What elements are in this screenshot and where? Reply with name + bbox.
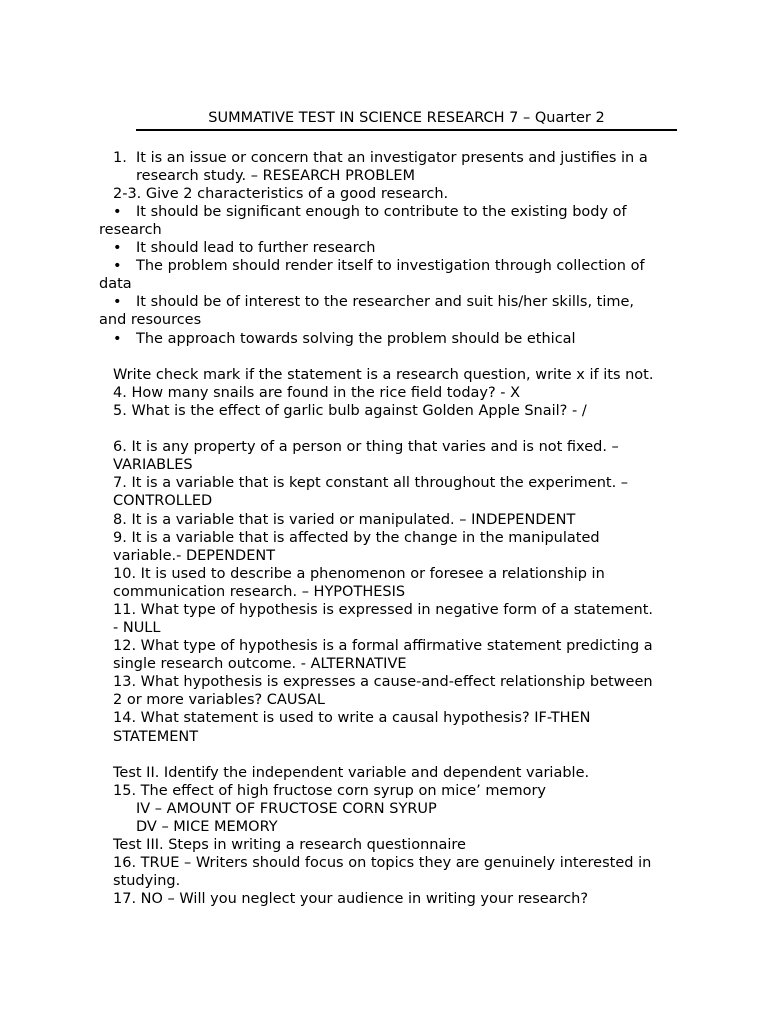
q7-line1: 7. It is a variable that is kept constant all throughout the experiment. –	[113, 475, 629, 491]
q13-line1: 13. What hypothesis is expresses a cause-and-effect relationship between	[113, 674, 653, 690]
q1-number: 1.	[113, 150, 127, 166]
document-title: SUMMATIVE TEST IN SCIENCE RESEARCH 7 – Quarter 2	[208, 110, 605, 126]
q15-independent-variable: IV – AMOUNT OF FRUCTOSE CORN SYRUP	[136, 801, 437, 817]
research-question-instruction: Write check mark if the statement is a research question, write x if its not.	[113, 367, 654, 383]
q6-line1: 6. It is any property of a person or thing that varies and is not fixed. –	[113, 439, 619, 455]
bullet-3-line2: data	[99, 276, 132, 292]
bullet-1-marker: •	[113, 204, 122, 220]
title-underline	[136, 129, 677, 131]
q7-line2: CONTROLLED	[113, 493, 213, 509]
q11-line1: 11. What type of hypothesis is expressed in negative form of a statement.	[113, 602, 654, 618]
bullet-4-line2: and resources	[99, 312, 202, 328]
q10-line2: communication research. – HYPOTHESIS	[113, 584, 406, 600]
q5-text: 5. What is the effect of garlic bulb against Golden Apple Snail? - /	[113, 403, 587, 419]
q14-line1: 14. What statement is used to write a causal hypothesis? IF-THEN	[113, 710, 591, 726]
q12-line1: 12. What type of hypothesis is a formal affirmative statement predicting a	[113, 638, 653, 654]
bullet-3-line1: The problem should render itself to investigation through collection of	[136, 258, 645, 274]
q10-line1: 10. It is used to describe a phenomenon or foresee a relationship in	[113, 566, 605, 582]
bullet-4-line1: It should be of interest to the researcher and suit his/her skills, time,	[136, 294, 635, 310]
q9-line2: variable.- DEPENDENT	[113, 548, 276, 564]
q9-line1: 9. It is a variable that is affected by the change in the manipulated	[113, 530, 600, 546]
bullet-4-marker: •	[113, 294, 122, 310]
bullet-2-text: It should lead to further research	[136, 240, 376, 256]
bullet-5-text: The approach towards solving the problem should be ethical	[136, 331, 576, 347]
q15-text: 15. The effect of high fructose corn syrup on mice’ memory	[113, 783, 546, 799]
q16-line1: 16. TRUE – Writers should focus on topics they are genuinely interested in	[113, 855, 652, 871]
bullet-2-marker: •	[113, 240, 122, 256]
q15-dependent-variable: DV – MICE MEMORY	[136, 819, 278, 835]
q4-text: 4. How many snails are found in the rice field today? - X	[113, 385, 521, 401]
q12-line2: single research outcome. - ALTERNATIVE	[113, 656, 407, 672]
q13-line2: 2 or more variables? CAUSAL	[113, 692, 325, 708]
test-3-heading: Test III. Steps in writing a research questionnaire	[113, 837, 466, 853]
q8-text: 8. It is a variable that is varied or manipulated. – INDEPENDENT	[113, 512, 576, 528]
q14-line2: STATEMENT	[113, 729, 199, 745]
q1-line2: research study. – RESEARCH PROBLEM	[136, 168, 416, 184]
q11-line2: - NULL	[113, 620, 161, 636]
bullet-3-marker: •	[113, 258, 122, 274]
bullet-1-line1: It should be significant enough to contribute to the existing body of	[136, 204, 627, 220]
test-2-heading: Test II. Identify the independent variable and dependent variable.	[113, 765, 590, 781]
q2-3-prompt: 2-3. Give 2 characteristics of a good research.	[113, 186, 449, 202]
q6-line2: VARIABLES	[113, 457, 193, 473]
bullet-5-marker: •	[113, 331, 122, 347]
q1-line1: It is an issue or concern that an investigator presents and justifies in a	[136, 150, 648, 166]
q17-text: 17. NO – Will you neglect your audience in writing your research?	[113, 891, 589, 907]
q16-line2: studying.	[113, 873, 181, 889]
bullet-1-line2: research	[99, 222, 162, 238]
